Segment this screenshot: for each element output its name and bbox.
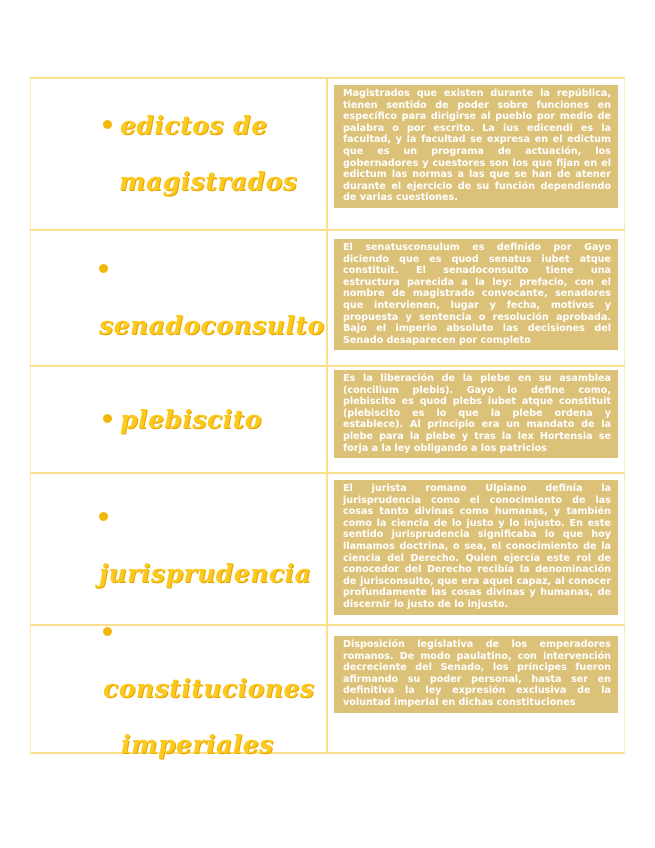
bullet-icon xyxy=(103,414,112,423)
description-text: Es la liberación de la plebe en su asamblea (concilium plebis). Gayo lo define como, plebiscito es quod plebs iubet atque constituit (plebiscito es lo que la plebe ordena y establece). Al principio era un mandato de la plebe para la plebe y tras la lex Hortensia se forja a la ley obligando a los patricios xyxy=(334,370,618,458)
description-cell xyxy=(328,367,624,472)
table-row xyxy=(30,626,625,759)
description-text: El senatusconsulum es definido por Gayo diciendo que es quod senatus iubet atque constituit. El senadoconsulto tiene una estructura parecida a la ley: prefacio, con el nombre de magistrado convocante, senadores que intervienen, lugar y fecha, motivos y propuesta y sentencia o resolución aprobada. Bajo el imperio absoluto las decisiones del Senado desaparecen por completo xyxy=(334,239,618,350)
description-text: El jurista romano Ulpiano definía la jurisprudencia como el conocimiento de las cosas tanto divinas como humanas, y también como la ciencia de lo justo y lo injusto. En este sentido jurisprudencia significaba lo que hoy llamamos doctrina, o sea, el conocimiento de la ciencia del Derecho. Quien ejercía este rol de conocedor del Derecho recibía la denominación de jurisconsulto, que era aquel capaz, al conocer profundamente las cosas divinas y humanas, de discernir lo justo de lo injusto. xyxy=(334,480,618,615)
description-cell xyxy=(328,79,624,229)
table-row xyxy=(30,231,625,367)
table-row xyxy=(30,367,625,474)
term-cell xyxy=(31,231,328,365)
bullet-icon xyxy=(103,627,112,636)
term-label: senadoconsulto xyxy=(99,242,326,354)
term-cell xyxy=(31,367,328,472)
table-row xyxy=(30,474,625,626)
concepts-table xyxy=(30,77,625,759)
bullet-icon xyxy=(103,120,112,129)
table-row xyxy=(30,79,625,231)
bullet-icon xyxy=(99,512,108,521)
term-label: plebiscito xyxy=(103,392,262,448)
description-cell xyxy=(328,626,624,752)
description-cell xyxy=(328,474,624,624)
description-text: Magistrados que existen durante la república, tienen sentido de poder sobre funciones en específico para dirigirse al pueblo por medio de palabra o por escrito. La ius edicendi es la facultad, y la facultad se expresa en el edictum que es un programa de actuación, los gobernadores y cuestores son los que fijan en el edictum las normas a las que se han de atener durante el ejercicio de su función dependiendo de varias cuestiones. xyxy=(334,85,618,208)
term-cell xyxy=(31,626,328,759)
term-label: jurisprudencia xyxy=(99,490,326,602)
bullet-icon xyxy=(99,264,108,273)
description-cell xyxy=(328,231,624,365)
term-cell xyxy=(31,474,328,624)
term-label: edictos de magistrados xyxy=(103,98,297,210)
term-cell xyxy=(31,79,328,229)
description-text: Disposición legislativa de los emperadores romanos. De modo paulatino, con intervención decreciente del Senado, los príncipes fueron afirmando su poder personal, hasta ser en definitiva la ley expresión exclusiva de la voluntad imperial en dichas constituciones xyxy=(334,636,618,713)
term-label: constituciones imperiales xyxy=(103,605,326,773)
